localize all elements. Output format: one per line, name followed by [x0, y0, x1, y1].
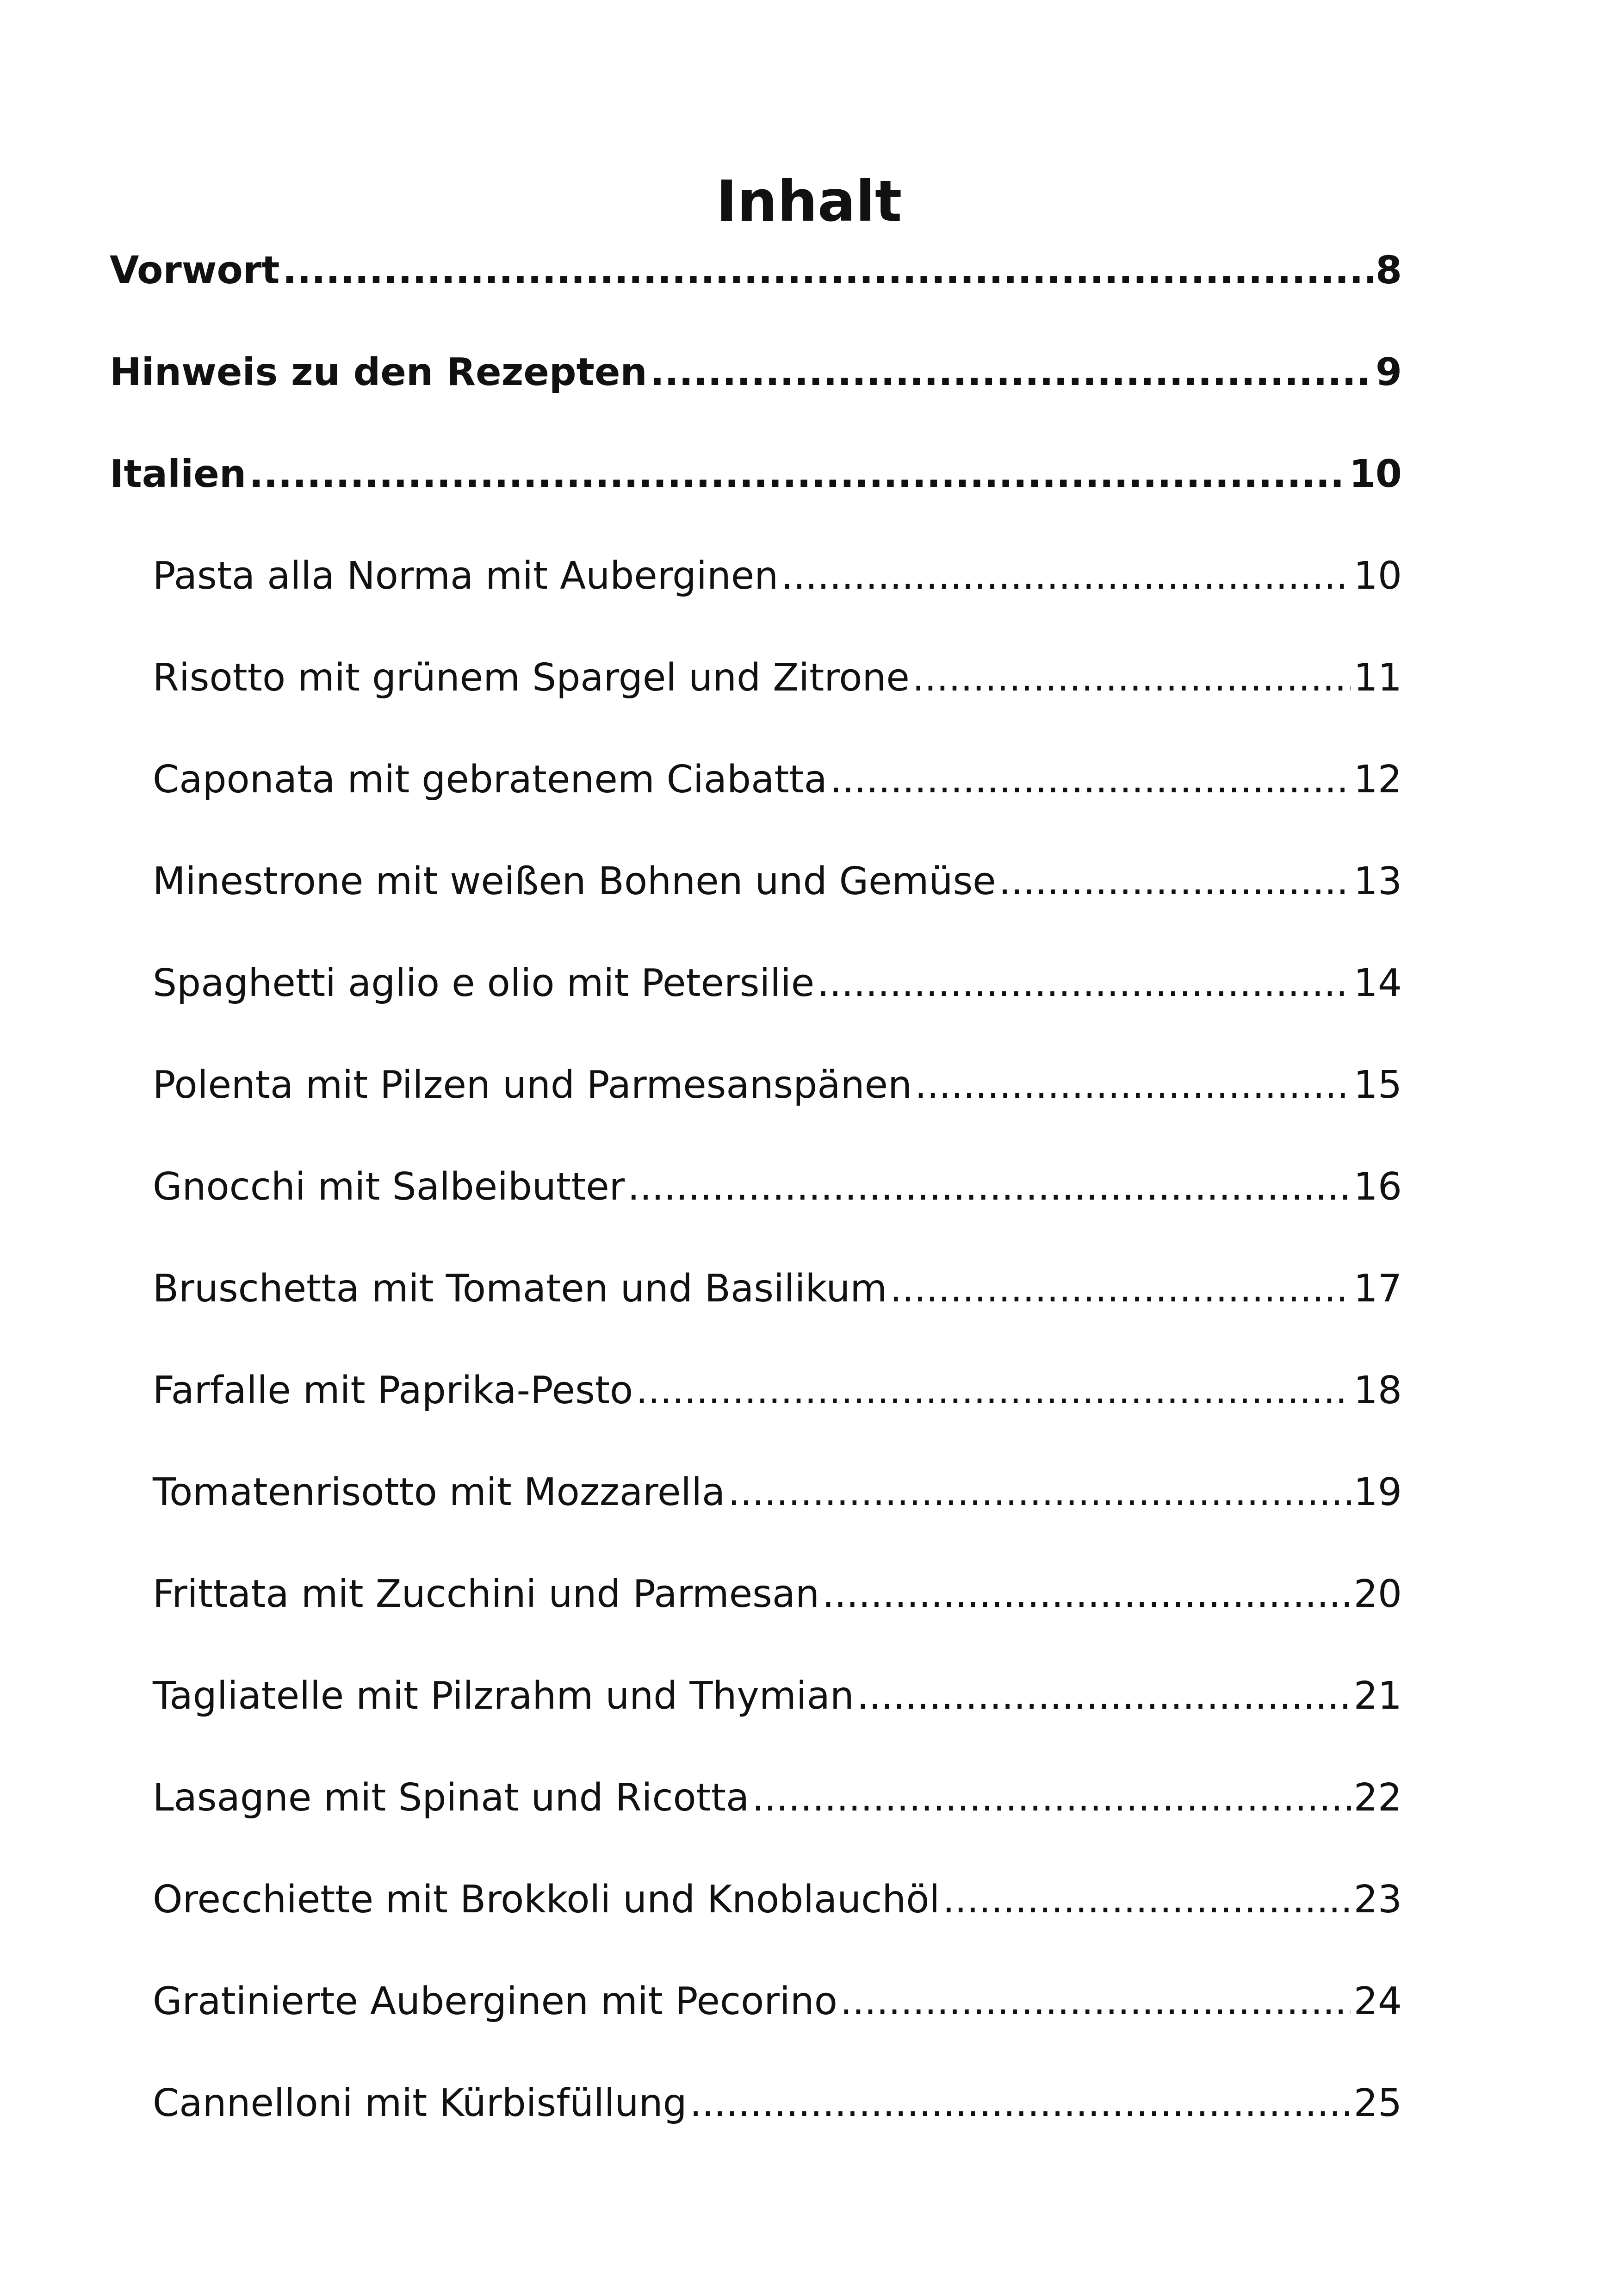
toc-entry-recipe[interactable] — [110, 2071, 1402, 2173]
dot-leader — [915, 1053, 1351, 1118]
dot-leader — [282, 238, 1372, 303]
toc-entry-page: 18 — [1353, 1369, 1402, 1412]
toc-entry-label: Gratinierte Auberginen mit Pecorino — [153, 1979, 837, 2023]
toc-entry-recipe[interactable] — [110, 1460, 1402, 1562]
toc-entry-recipe[interactable] — [110, 1053, 1402, 1155]
dot-leader — [627, 1155, 1351, 1220]
dot-leader — [912, 646, 1351, 710]
toc-entry-label: Tomatenrisotto mit Mozzarella — [153, 1470, 725, 1514]
toc-entry-page: 12 — [1353, 758, 1402, 802]
toc-entry-page: 13 — [1353, 859, 1402, 903]
toc-entry-page: 19 — [1353, 1470, 1402, 1514]
toc-entry-recipe[interactable] — [110, 747, 1402, 849]
toc-entry-label: Vorwort — [110, 249, 280, 292]
page-title: Inhalt — [716, 168, 902, 234]
toc-entry-page: 10 — [1353, 554, 1402, 598]
toc-entry-recipe[interactable] — [110, 1358, 1402, 1460]
toc-entry-page: 14 — [1353, 961, 1402, 1005]
toc-entry-page: 16 — [1353, 1165, 1402, 1209]
toc-entry-recipe[interactable] — [110, 646, 1402, 747]
dot-leader — [822, 1562, 1351, 1627]
toc-entry-page: 20 — [1353, 1572, 1402, 1616]
toc-entry-recipe[interactable] — [110, 1969, 1402, 2071]
toc-entry-page: 11 — [1353, 656, 1402, 700]
dot-leader — [781, 544, 1351, 609]
dot-leader — [830, 747, 1351, 812]
dot-leader — [690, 2071, 1351, 2136]
toc-entry-page: 17 — [1353, 1267, 1402, 1311]
toc-entry-page: 8 — [1375, 249, 1402, 292]
dot-leader — [857, 1664, 1351, 1729]
toc-entry-recipe[interactable] — [110, 1664, 1402, 1766]
toc-entry-recipe[interactable] — [110, 1562, 1402, 1664]
toc-entry-label: Caponata mit gebratenem Ciabatta — [153, 758, 827, 802]
toc-entry-recipe[interactable] — [110, 1766, 1402, 1867]
toc-entry-label: Farfalle mit Paprika-Pesto — [153, 1369, 633, 1412]
toc-entry-label: Cannelloni mit Kürbisfüllung — [153, 2081, 687, 2125]
dot-leader — [999, 849, 1351, 914]
toc-entry-label: Hinweis zu den Rezepten — [110, 350, 647, 394]
table-of-contents — [110, 238, 1402, 2173]
dot-leader — [636, 1358, 1351, 1423]
toc-entry-label: Spaghetti aglio e olio mit Petersilie — [153, 961, 815, 1005]
toc-entry-recipe[interactable] — [110, 1257, 1402, 1358]
toc-entry-page: 22 — [1353, 1776, 1402, 1820]
toc-entry-label: Bruschetta mit Tomaten und Basilikum — [153, 1267, 887, 1311]
toc-entry-label: Orecchiette mit Brokkoli und Knoblauchöl — [153, 1878, 940, 1922]
toc-entry-page: 24 — [1353, 1979, 1402, 2023]
toc-entry-label: Risotto mit grünem Spargel und Zitrone — [153, 656, 910, 700]
dot-leader — [817, 951, 1351, 1016]
toc-entry-italien[interactable] — [110, 442, 1402, 544]
toc-entry-vorwort[interactable] — [110, 238, 1402, 340]
toc-entry-page: 10 — [1349, 452, 1402, 496]
toc-entry-page: 25 — [1353, 2081, 1402, 2125]
toc-entry-recipe[interactable] — [110, 544, 1402, 646]
dot-leader — [249, 442, 1346, 507]
toc-entry-page: 9 — [1375, 350, 1402, 394]
toc-entry-recipe[interactable] — [110, 849, 1402, 951]
toc-entry-hinweis[interactable] — [110, 340, 1402, 442]
toc-entry-label: Minestrone mit weißen Bohnen und Gemüse — [153, 859, 996, 903]
dot-leader — [728, 1460, 1351, 1525]
toc-entry-label: Pasta alla Norma mit Auberginen — [153, 554, 779, 598]
toc-entry-label: Italien — [110, 452, 247, 496]
toc-entry-recipe[interactable] — [110, 1155, 1402, 1257]
toc-entry-label: Polenta mit Pilzen und Parmesanspänen — [153, 1063, 912, 1107]
dot-leader — [840, 1969, 1351, 2034]
toc-entry-label: Frittata mit Zucchini und Parmesan — [153, 1572, 820, 1616]
toc-entry-recipe[interactable] — [110, 1867, 1402, 1969]
dot-leader — [752, 1766, 1351, 1830]
toc-entry-page: 23 — [1353, 1878, 1402, 1922]
dot-leader — [942, 1867, 1351, 1932]
toc-entry-recipe[interactable] — [110, 951, 1402, 1053]
toc-entry-page: 15 — [1353, 1063, 1402, 1107]
toc-entry-label: Gnocchi mit Salbeibutter — [153, 1165, 625, 1209]
dot-leader — [650, 340, 1373, 405]
dot-leader — [890, 1257, 1351, 1321]
toc-entry-label: Lasagne mit Spinat und Ricotta — [153, 1776, 750, 1820]
toc-entry-page: 21 — [1353, 1674, 1402, 1718]
toc-entry-label: Tagliatelle mit Pilzrahm und Thymian — [153, 1674, 854, 1718]
